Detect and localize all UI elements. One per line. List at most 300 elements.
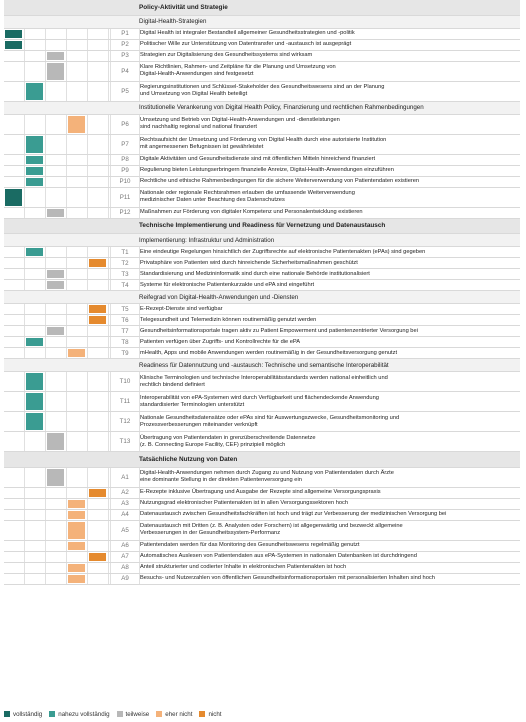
rating-cells [4, 177, 110, 187]
rating-cell [67, 488, 88, 498]
section-header [4, 219, 520, 235]
rating-cells [4, 432, 110, 451]
indicator-text-line: Nationale oder regionale Rechtsrahmen erlauben die umfassende Weiterverwendung [140, 190, 355, 197]
rating-cell [4, 392, 25, 411]
indicator-text-line: medizinischer Daten unter Beachtung des Datenschutzes [140, 197, 285, 203]
rating-cells [4, 563, 110, 573]
rating-cell [88, 468, 109, 487]
rating-cell [25, 115, 46, 134]
rating-fill [68, 522, 85, 539]
table-row [4, 280, 520, 291]
subsection-title: Readiness für Datennutzung und -austausch: Technische und semantische Interoperabilität [139, 361, 389, 369]
indicator-text [140, 82, 518, 101]
rating-cell [4, 499, 25, 509]
rating-cell [88, 521, 109, 540]
indicator-text-line: Digital Health ist integraler Bestandteil allgemeiner Gesundheitsstrategien und -politik [140, 30, 355, 37]
indicator-text [140, 412, 518, 431]
table-row [4, 432, 520, 452]
rating-fill [47, 209, 64, 217]
rating-cell [67, 499, 88, 509]
table-row [4, 155, 520, 166]
indicator-code: P1 [110, 29, 140, 39]
indicator-code: T6 [110, 315, 140, 325]
rating-cells [4, 348, 110, 358]
rating-cell [4, 510, 25, 520]
rating-cell [67, 51, 88, 61]
rating-cell [88, 177, 109, 187]
indicator-code: P2 [110, 40, 140, 50]
rating-cells [4, 208, 110, 218]
rating-cell [88, 337, 109, 347]
rating-cell [25, 29, 46, 39]
rating-cells [4, 510, 110, 520]
indicator-text [140, 304, 518, 314]
rating-fill [26, 413, 43, 430]
rating-cell [46, 269, 67, 279]
table-row [4, 40, 520, 51]
rating-cell [88, 208, 109, 218]
rating-cell [25, 372, 46, 391]
rating-cell [46, 488, 67, 498]
indicator-text [140, 155, 518, 165]
indicator-text-line: Automatisches Auslesen von Patientendaten aus ePA-Systemen in nationalen Datenbanken ist durchdringend [140, 553, 417, 560]
rating-fill [89, 489, 106, 497]
rating-cell [46, 348, 67, 358]
indicator-text [140, 62, 518, 81]
subsection-header [4, 359, 520, 372]
indicator-text-line: Interoperabilität von ePA-Systemen wird durch Verfügbarkeit und flächendeckende Anwendung [140, 394, 379, 401]
rating-fill [5, 30, 22, 38]
rating-cell [88, 326, 109, 336]
indicator-text-line: Gesundheitsinformationsportale tragen aktiv zu Patient Empowerment und patientenzentrierter Versorgung bei [140, 327, 418, 334]
indicator-text-line: und Umsetzung von Digital Health beteiligt [140, 91, 248, 97]
indicator-code: P5 [110, 82, 140, 101]
rating-cell [88, 499, 109, 509]
rating-cells [4, 269, 110, 279]
rating-cell [46, 82, 67, 101]
indicator-text-line: Privatsphäre von Patienten wird durch hinreichende Sicherheitsmaßnahmen geschützt [140, 259, 358, 266]
rating-fill [89, 316, 106, 324]
rating-cell [88, 40, 109, 50]
rating-fill [68, 542, 85, 550]
indicator-text-line: Maßnahmen zur Förderung von digitaler Kompetenz und Personalentwicklung existieren [140, 209, 363, 216]
rating-cell [25, 499, 46, 509]
indicator-text [140, 166, 518, 176]
subsection-title: Institutionelle Verankerung von Digital Health Policy, Finanzierung und rechtlichen Rahmenbedingungen [139, 104, 424, 111]
rating-cell [4, 247, 25, 257]
rating-fill [47, 63, 64, 80]
legend-label: eher nicht [165, 710, 193, 718]
rating-cell [25, 315, 46, 325]
indicator-text [140, 188, 518, 207]
rating-cell [25, 258, 46, 268]
rating-cells [4, 82, 110, 101]
rating-cell [67, 177, 88, 187]
rating-cell [25, 82, 46, 101]
rating-cell [4, 208, 25, 218]
rating-cell [25, 337, 46, 347]
rating-cell [4, 521, 25, 540]
rating-cell [46, 552, 67, 562]
rating-cell [46, 304, 67, 314]
rating-cell [46, 541, 67, 551]
indicator-text [140, 326, 518, 336]
indicator-text [140, 115, 518, 134]
legend-item [117, 711, 150, 718]
rating-cell [4, 188, 25, 207]
table-row [4, 188, 520, 208]
indicator-code: T9 [110, 348, 140, 358]
rating-fill [5, 41, 22, 49]
indicator-text [140, 468, 518, 487]
table-row [4, 258, 520, 269]
rating-fill [47, 281, 64, 289]
rating-cell [67, 304, 88, 314]
rating-cell [4, 115, 25, 134]
indicator-text [140, 552, 518, 562]
rating-cell [88, 51, 109, 61]
indicator-text-line: Klare Richtlinien, Rahmen- und Zeitpläne für die Planung und Umsetzung von [140, 64, 336, 71]
rating-cells [4, 135, 110, 154]
indicator-code: T8 [110, 337, 140, 347]
rating-cell [4, 488, 25, 498]
rating-cell [67, 468, 88, 487]
rating-cell [67, 392, 88, 411]
rating-cell [88, 315, 109, 325]
rating-cell [67, 337, 88, 347]
rating-cell [67, 315, 88, 325]
indicator-text [140, 269, 518, 279]
rating-cells [4, 62, 110, 81]
rating-cells [4, 258, 110, 268]
rating-cell [67, 269, 88, 279]
indicator-code: P3 [110, 51, 140, 61]
section-header [4, 0, 520, 16]
rating-cell [25, 135, 46, 154]
table-row [4, 372, 520, 392]
rating-cell [67, 521, 88, 540]
table-row [4, 269, 520, 280]
rating-cells [4, 188, 110, 207]
rating-cells [4, 115, 110, 134]
rating-cell [25, 280, 46, 290]
rating-cell [67, 135, 88, 154]
rating-cell [67, 155, 88, 165]
indicator-code: A6 [110, 541, 140, 551]
rating-cell [25, 247, 46, 257]
indicator-text [140, 315, 518, 325]
rating-cell [4, 432, 25, 451]
indicator-code: P4 [110, 62, 140, 81]
indicator-text-line: Regierungsinstitutionen und Schlüssel-Stakeholder des Gesundheitswesens sind an der Planung [140, 84, 385, 91]
rating-cells [4, 552, 110, 562]
table-row [4, 541, 520, 552]
rating-fill [47, 433, 64, 450]
indicator-text [140, 574, 518, 584]
rating-cell [4, 304, 25, 314]
table-row [4, 166, 520, 177]
indicator-text [140, 247, 518, 257]
indicator-text-line: Umsetzung und Betrieb von Digital-Health-Anwendungen und -dienstleistungen [140, 117, 340, 124]
rating-cell [88, 348, 109, 358]
subsection-title: Reifegrad von Digital-Health-Anwendungen und -Diensten [139, 293, 299, 301]
section-title: Policy-Aktivität und Strategie [139, 3, 228, 11]
rating-cells [4, 247, 110, 257]
rating-cell [67, 29, 88, 39]
indicator-code: P6 [110, 115, 140, 134]
rating-cell [4, 29, 25, 39]
rating-cell [46, 62, 67, 81]
table-row [4, 412, 520, 432]
rating-fill [26, 83, 43, 100]
rating-cell [88, 304, 109, 314]
table-row [4, 247, 520, 258]
indicator-code: T1 [110, 247, 140, 257]
rating-cell [25, 574, 46, 584]
rating-fill [26, 248, 43, 256]
rating-fill [47, 469, 64, 486]
rating-fill [68, 575, 85, 583]
rating-cell [25, 552, 46, 562]
rating-cells [4, 40, 110, 50]
rating-cell [46, 40, 67, 50]
rating-cell [88, 510, 109, 520]
rating-cell [88, 392, 109, 411]
legend-label: nicht [208, 710, 222, 718]
rating-cell [46, 135, 67, 154]
indicator-text-line: mit angemessenen Befugnissen ist gewährleistet [140, 144, 264, 150]
indicator-text-line: Rechtliche und ethische Rahmenbedingungen für die sichere Weiterverwendung von Patientendaten existieren [140, 178, 420, 185]
table-row [4, 499, 520, 510]
table-row [4, 135, 520, 155]
rating-cell [4, 563, 25, 573]
indicator-text [140, 258, 518, 268]
rating-cell [67, 348, 88, 358]
indicator-text-line: Übertragung von Patientendaten in grenzüberschreitende Datennetze [140, 434, 316, 441]
rating-cell [88, 82, 109, 101]
legend-swatch [199, 711, 205, 717]
table-row [4, 29, 520, 40]
rating-cell [4, 135, 25, 154]
rating-fill [47, 327, 64, 335]
rating-fill [26, 178, 43, 186]
table-row [4, 392, 520, 412]
rating-cell [46, 247, 67, 257]
indicator-text [140, 432, 518, 451]
rating-cell [25, 563, 46, 573]
rating-cell [88, 247, 109, 257]
table-row [4, 62, 520, 82]
indicator-text-line: Patientendaten werden für das Monitoring des Gesundheitswesens regelmäßig genutzt [140, 542, 360, 549]
indicator-text-line: Eine eindeutige Regelungen hinsichtlich der Zugriffsrechte auf elektronische Patientenakten (ePAs) sind gegeben [140, 248, 426, 255]
rating-cell [46, 574, 67, 584]
legend-swatch [117, 711, 123, 717]
rating-cells [4, 304, 110, 314]
indicator-code: A9 [110, 574, 140, 584]
rating-cell [25, 155, 46, 165]
rating-cell [25, 40, 46, 50]
table-row [4, 574, 520, 585]
indicator-text-line: Klinische Terminologien und technische Interoperabilitätsstandards werden national einheitlich und [140, 374, 388, 381]
indicator-text-line: Datenaustausch zwischen Gesundheitsfachkräften ist hoch und trägt zur Verbesserung der medizinischen Versorgung bei [140, 511, 447, 518]
rating-fill [47, 270, 64, 278]
rating-cell [88, 552, 109, 562]
indicator-text [140, 521, 518, 540]
table-row [4, 304, 520, 315]
rating-cell [4, 412, 25, 431]
indicator-code: A8 [110, 563, 140, 573]
rating-cell [25, 541, 46, 551]
rating-cell [4, 62, 25, 81]
rating-cell [25, 166, 46, 176]
indicator-text-line: Regulierung bieten Leistungserbringern finanzielle Anreize, Digital-Health-Anwendungen einzuführen [140, 167, 394, 174]
rating-fill [26, 156, 43, 164]
indicator-code: P8 [110, 155, 140, 165]
rating-cell [25, 51, 46, 61]
table-row [4, 563, 520, 574]
rating-cell [25, 412, 46, 431]
indicator-text-line: standardisierter Terminologien unterstützt [140, 401, 245, 408]
indicator-text-line: Digitale Aktivitäten und Gesundheitsdienste sind mit öffentlichen Mitteln hinreichend finanziert [140, 156, 376, 163]
indicator-text [140, 51, 518, 61]
rating-cell [46, 326, 67, 336]
indicator-text [140, 208, 518, 218]
indicator-text [140, 348, 518, 358]
rating-cell [88, 29, 109, 39]
indicator-text-line: E-Rezepte inklusive Übertragung und Ausgabe der Rezepte sind allgemeine Versorgungspraxis [140, 489, 381, 496]
indicator-text [140, 499, 518, 509]
rating-cell [88, 563, 109, 573]
indicator-code: A4 [110, 510, 140, 520]
rating-cell [88, 188, 109, 207]
rating-cell [4, 574, 25, 584]
rating-cell [25, 269, 46, 279]
rating-cell [25, 62, 46, 81]
rating-cell [46, 563, 67, 573]
rating-cell [88, 372, 109, 391]
rating-cell [67, 563, 88, 573]
rating-cell [88, 488, 109, 498]
rating-cell [67, 541, 88, 551]
rating-cell [4, 468, 25, 487]
indicator-text-line: sind nachhaltig regional und national finanziert [140, 124, 257, 130]
rating-cell [25, 208, 46, 218]
rating-cells [4, 468, 110, 487]
indicator-code: A3 [110, 499, 140, 509]
rating-cell [46, 499, 67, 509]
rating-cell [88, 432, 109, 451]
indicator-code: P10 [110, 177, 140, 187]
rating-fill [68, 564, 85, 572]
rating-cells [4, 166, 110, 176]
indicator-code: T3 [110, 269, 140, 279]
indicator-text-line: rechtlich bindend definiert [140, 381, 205, 388]
indicator-text [140, 488, 518, 498]
indicator-text [140, 280, 518, 290]
rating-cells [4, 280, 110, 290]
rating-cells [4, 51, 110, 61]
rating-fill [26, 136, 43, 153]
rating-cell [46, 372, 67, 391]
rating-cells [4, 372, 110, 391]
rating-cell [88, 541, 109, 551]
rating-cell [46, 166, 67, 176]
rating-cell [25, 392, 46, 411]
indicator-text-line: Digital-Health-Anwendungen nehmen durch Zugang zu und Nutzung von Patientendaten durch Ärzte [140, 470, 394, 477]
legend [4, 708, 229, 720]
indicator-code: T7 [110, 326, 140, 336]
subsection-header [4, 291, 520, 304]
rating-cell [4, 337, 25, 347]
rating-cell [67, 82, 88, 101]
indicator-text-line: E-Rezept-Dienste sind verfügbar [140, 305, 223, 312]
rating-cell [67, 208, 88, 218]
rating-cell [88, 166, 109, 176]
indicator-text-line: Anteil strukturierter und codierter Inhalte in elektronischen Patientenakten ist hoch [140, 564, 347, 571]
indicator-text-line: Nutzungsgrad elektronischer Patientenakten ist in allen Versorgungssektoren hoch [140, 500, 349, 507]
table-row [4, 177, 520, 188]
rating-cell [25, 468, 46, 487]
indicator-text-line: Politischer Wille zur Unterstützung von Datentransfer und -austausch ist ausgeprägt [140, 41, 352, 48]
rating-cell [88, 269, 109, 279]
rating-cells [4, 155, 110, 165]
rating-cell [67, 115, 88, 134]
rating-cell [88, 155, 109, 165]
indicator-text-line: Systeme für elektronische Patientenkurzakte und ePA sind eingeführt [140, 281, 315, 288]
rating-cell [4, 155, 25, 165]
section-header [4, 452, 520, 468]
rating-fill [68, 511, 85, 519]
indicator-text-line: Standardisierung und Medizininformatik sind durch eine nationale Behörde institutionalisiert [140, 270, 370, 277]
rating-cell [25, 188, 46, 207]
table-row [4, 51, 520, 62]
indicator-code: T11 [110, 392, 140, 411]
indicator-text-line: Datenaustausch mit Dritten (z. B. Analysten oder Forschern) ist allgegenwärtig und bezweckt allgemeine [140, 523, 403, 530]
indicator-text-line: Besuchs- und Nutzerzahlen von öffentlichen Gesundheitsinformationsportalen mit personalisierten Inhalten sind hoch [140, 575, 435, 582]
rating-cell [4, 541, 25, 551]
indicator-code: T13 [110, 432, 140, 451]
rating-cell [25, 432, 46, 451]
legend-swatch [156, 711, 162, 717]
indicator-code: T2 [110, 258, 140, 268]
indicator-text [140, 29, 518, 39]
legend-item [49, 711, 109, 718]
table-row [4, 552, 520, 563]
indicator-code: A5 [110, 521, 140, 540]
rating-cell [25, 521, 46, 540]
indicator-text [140, 337, 518, 347]
table-row [4, 326, 520, 337]
table-grid [4, 0, 520, 585]
table-row [4, 315, 520, 326]
indicator-text-line: Prozessverbesserungen miteinander verknüpft [140, 421, 258, 428]
table-row [4, 488, 520, 499]
rating-cells [4, 488, 110, 498]
table-row [4, 521, 520, 541]
rating-cell [25, 488, 46, 498]
rating-cell [4, 315, 25, 325]
indicator-text [140, 541, 518, 551]
rating-cell [67, 166, 88, 176]
table-row [4, 337, 520, 348]
indicator-text-line: Telegesundheit und Telemedizin können routinemäßig genutzt werden [140, 316, 317, 323]
rating-cell [4, 258, 25, 268]
indicator-text [140, 135, 518, 154]
indicator-text [140, 177, 518, 187]
rating-cells [4, 337, 110, 347]
indicator-code: P11 [110, 188, 140, 207]
rating-cell [67, 432, 88, 451]
